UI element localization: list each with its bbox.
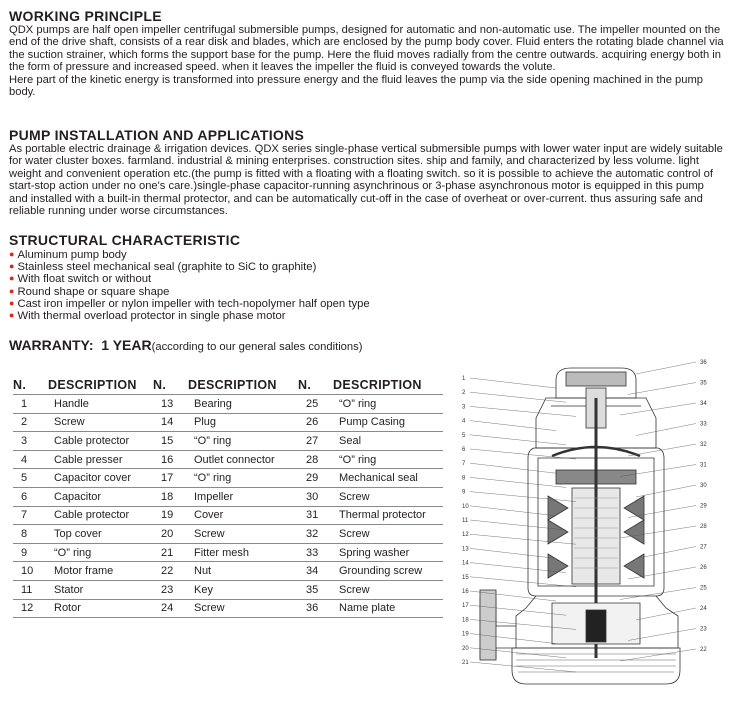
leader-line xyxy=(470,577,576,587)
diagram-label-right: 33 xyxy=(700,421,707,428)
diagram-label-left: 17 xyxy=(462,603,469,610)
list-item: ● With thermal overload protector in single phase motor xyxy=(9,310,286,323)
part-description: Screw xyxy=(188,525,298,544)
bullet-icon: ● xyxy=(9,310,15,321)
leader-line xyxy=(470,463,556,473)
parts-table-header xyxy=(13,375,443,395)
part-description: Grounding screw xyxy=(333,562,443,581)
part-description: Spring washer xyxy=(333,543,443,562)
diagram-label-left: 18 xyxy=(462,617,469,624)
part-description: Top cover xyxy=(48,525,153,544)
part-number: 13 xyxy=(153,395,188,414)
leader-line xyxy=(470,435,566,445)
leader-line xyxy=(470,492,576,502)
part-number: 14 xyxy=(153,413,188,432)
diagram-label-left: 2 xyxy=(462,390,466,397)
leader-line xyxy=(620,649,696,661)
diagram-label-left: 13 xyxy=(462,546,469,553)
diagram-label-left: 9 xyxy=(462,489,466,496)
col-desc-header: DESCRIPTION xyxy=(48,375,153,395)
part-description: Rotor xyxy=(48,599,153,618)
diagram-label-left: 10 xyxy=(462,503,469,510)
part-description: Screw xyxy=(48,413,153,432)
diagram-label-left: 20 xyxy=(462,645,469,652)
part-number: 31 xyxy=(298,506,333,525)
diagram-label-left: 14 xyxy=(462,560,469,567)
part-description: Outlet connector xyxy=(188,450,298,469)
col-desc-header: DESCRIPTION xyxy=(333,375,443,395)
part-number: 11 xyxy=(13,580,48,599)
part-number: 10 xyxy=(13,562,48,581)
part-description: “O” ring xyxy=(188,432,298,451)
part-number: 34 xyxy=(298,562,333,581)
diagram-label-left: 7 xyxy=(462,461,466,468)
part-description: Mechanical seal xyxy=(333,469,443,488)
part-number: 30 xyxy=(298,487,333,506)
part-description: “O” ring xyxy=(188,469,298,488)
part-description: Key xyxy=(188,580,298,599)
part-description: Handle xyxy=(48,395,153,414)
diagram-label-left: 6 xyxy=(462,447,466,453)
table-row xyxy=(13,543,443,562)
leader-line xyxy=(470,477,566,487)
diagram-label-left: 4 xyxy=(462,418,466,425)
list-item: ● Aluminum pump body xyxy=(9,249,127,261)
leader-line xyxy=(636,424,696,436)
leader-line xyxy=(628,444,696,456)
part-description: Cable protector xyxy=(48,432,153,451)
col-n-header: N. xyxy=(153,375,188,395)
leader-line xyxy=(636,547,696,559)
pump-cross-section-diagram xyxy=(456,358,724,703)
diagram-label-right: 23 xyxy=(700,626,707,633)
leader-line xyxy=(628,383,696,395)
table-row xyxy=(13,450,443,469)
part-description: Nut xyxy=(188,562,298,581)
leader-line xyxy=(636,485,696,497)
part-description: “O” ring xyxy=(333,450,443,469)
part-number: 36 xyxy=(298,599,333,618)
installation-section xyxy=(9,127,725,217)
part-description: Screw xyxy=(188,599,298,618)
leader-line xyxy=(620,588,696,600)
leader-line xyxy=(470,548,556,558)
part-number: 23 xyxy=(153,580,188,599)
diagram-label-right: 25 xyxy=(700,585,707,592)
table-row xyxy=(13,599,443,618)
working-principle-paragraph-2: Here part of the kinetic energy is transformed into pressure energy and the fluid leaves the pump via the side opening machined in the pump body. xyxy=(9,73,704,99)
part-number: 8 xyxy=(13,525,48,544)
part-number: 7 xyxy=(13,506,48,525)
parts-table xyxy=(13,375,443,618)
part-number: 15 xyxy=(153,432,188,451)
leader-line xyxy=(470,378,556,388)
table-row xyxy=(13,413,443,432)
part-number: 22 xyxy=(153,562,188,581)
diagram-label-right: 29 xyxy=(700,503,707,510)
part-number: 32 xyxy=(298,525,333,544)
working-principle-heading: WORKING PRINCIPLE xyxy=(9,8,162,24)
diagram-label-left: 5 xyxy=(462,432,466,439)
working-principle-section xyxy=(9,8,725,98)
bullet-icon: ● xyxy=(9,285,15,296)
part-number: 17 xyxy=(153,469,188,488)
part-description: Impeller xyxy=(188,487,298,506)
part-description: Name plate xyxy=(333,599,443,618)
structural-heading: STRUCTURAL CHARACTERISTIC xyxy=(9,232,241,248)
part-number: 4 xyxy=(13,450,48,469)
part-number: 24 xyxy=(153,599,188,618)
working-principle-paragraph-1: QDX pumps are half open impeller centrifugal submersible pumps, designed for automatic and non-automatic use. The impeller mounted on the end of the drive shaft, consists of a rear disk and blades, which are enclosed by the pump body cover. Fluid enters the rotating blade channel via the suction strainer, which forms the support base for the pump. Here the fluid moves radially from the centre outwards. acquiring energy both in the form of pressure and increased speed. when it leaves the impeller the fluid is conveyed towards the volute. xyxy=(9,24,724,74)
part-number: 9 xyxy=(13,543,48,562)
diagram-label-right: 35 xyxy=(700,380,707,387)
diagram-label-right: 28 xyxy=(700,524,707,530)
part-description: Pump Casing xyxy=(333,413,443,432)
part-number: 27 xyxy=(298,432,333,451)
part-description: Screw xyxy=(333,487,443,506)
part-number: 29 xyxy=(298,469,333,488)
part-number: 26 xyxy=(298,413,333,432)
part-description: Screw xyxy=(333,525,443,544)
part-description: Cable protector xyxy=(48,506,153,525)
leader-line xyxy=(470,406,576,416)
col-n-header: N. xyxy=(13,375,48,395)
list-item: ● With float switch or without xyxy=(9,273,152,286)
table-row xyxy=(13,580,443,599)
part-description: Fitter mesh xyxy=(188,543,298,562)
warranty-line xyxy=(9,337,362,353)
part-number: 5 xyxy=(13,469,48,488)
leader-line xyxy=(636,608,696,620)
part-number: 19 xyxy=(153,506,188,525)
part-description: Capacitor cover xyxy=(48,469,153,488)
part-number: 25 xyxy=(298,395,333,414)
leader-line xyxy=(636,362,696,374)
structural-section xyxy=(9,232,725,322)
warranty-term: 1 YEAR xyxy=(101,337,152,353)
part-description: “O” ring xyxy=(48,543,153,562)
diagram-label-right: 31 xyxy=(700,462,707,469)
part-number: 3 xyxy=(13,432,48,451)
diagram-label-right: 24 xyxy=(700,606,707,612)
diagram-label-right: 36 xyxy=(700,360,707,366)
warranty-label: WARRANTY: xyxy=(9,337,94,353)
part-number: 33 xyxy=(298,543,333,562)
installation-text: As portable electric drainage & irrigation devices. QDX series single-phase vertical submersible pumps with lower water input are widely suitable for water cluster boxes. farmland. industrial & mining enterprises. construction sites. ship and family, and characterized by less volume. light weight and convenient operation etc.(the pump is fitted with a floating with a floating switch. so it is possible to achieve the automatic control of start-stop action under no one's care.)single-phase capacitor-running asynchrinous or 3-phase asynchronous motor is equipped in this pump and installed with a built-in thermal protector, and can be automatically cut-off in the case of overheat or over-current. thus assuring safe and reliable running under worse circumstances. xyxy=(9,143,723,218)
diagram-label-left: 11 xyxy=(462,518,469,524)
table-row xyxy=(13,432,443,451)
bullet-icon: ● xyxy=(9,249,15,259)
part-number: 28 xyxy=(298,450,333,469)
col-desc-header: DESCRIPTION xyxy=(188,375,298,395)
part-description: “O” ring xyxy=(333,395,443,414)
part-description: Thermal protector xyxy=(333,506,443,525)
part-number: 16 xyxy=(153,450,188,469)
part-description: Capacitor xyxy=(48,487,153,506)
part-description: Motor frame xyxy=(48,562,153,581)
diagram-label-right: 34 xyxy=(700,401,707,407)
diagram-label-right: 26 xyxy=(700,565,707,571)
col-n-header: N. xyxy=(298,375,333,395)
table-row xyxy=(13,506,443,525)
diagram-label-left: 16 xyxy=(462,589,469,595)
bullet-icon: ● xyxy=(9,261,15,272)
table-row xyxy=(13,525,443,544)
diagram-label-left: 15 xyxy=(462,574,469,581)
bullet-icon: ● xyxy=(9,297,15,308)
structural-list xyxy=(9,249,725,322)
table-row xyxy=(13,469,443,488)
table-row xyxy=(13,562,443,581)
diagram-label-left: 1 xyxy=(462,376,466,382)
diagram-label-right: 22 xyxy=(700,647,707,653)
part-description: Stator xyxy=(48,580,153,599)
part-description: Screw xyxy=(333,580,443,599)
part-description: Cable presser xyxy=(48,450,153,469)
diagram-label-left: 3 xyxy=(462,404,466,411)
leader-line xyxy=(620,403,696,415)
installation-heading: PUMP INSTALLATION AND APPLICATIONS xyxy=(9,127,305,143)
warranty-note: (according to our general sales conditions) xyxy=(151,341,363,353)
part-number: 12 xyxy=(13,599,48,618)
part-number: 6 xyxy=(13,487,48,506)
diagram-label-right: 32 xyxy=(700,442,707,448)
list-item: ● Cast iron impeller or nylon impeller with tech-nopolymer half open type xyxy=(9,297,370,310)
leader-line xyxy=(470,392,566,402)
list-item: ● Round shape or square shape xyxy=(9,285,170,298)
diagram-label-right: 27 xyxy=(700,544,707,551)
part-number: 18 xyxy=(153,487,188,506)
part-number: 1 xyxy=(13,395,48,414)
diagram-label-left: 19 xyxy=(462,631,469,638)
leader-line xyxy=(470,506,556,516)
part-description: Seal xyxy=(333,432,443,451)
diagram-label-left: 8 xyxy=(462,475,466,482)
diagram-label-left: 21 xyxy=(462,660,469,666)
part-number: 20 xyxy=(153,525,188,544)
list-item: ● Stainless steel mechanical seal (graphite to SiC to graphite) xyxy=(9,261,317,274)
bullet-icon: ● xyxy=(9,273,15,284)
diagram-label-right: 30 xyxy=(700,483,707,489)
part-number: 2 xyxy=(13,413,48,432)
leader-line xyxy=(470,662,576,672)
diagram-label-left: 12 xyxy=(462,532,469,539)
part-description: Cover xyxy=(188,506,298,525)
table-row xyxy=(13,395,443,414)
part-description: Plug xyxy=(188,413,298,432)
part-number: 21 xyxy=(153,543,188,562)
part-description: Bearing xyxy=(188,395,298,414)
table-row xyxy=(13,487,443,506)
part-number: 35 xyxy=(298,580,333,599)
leader-line xyxy=(470,421,556,431)
